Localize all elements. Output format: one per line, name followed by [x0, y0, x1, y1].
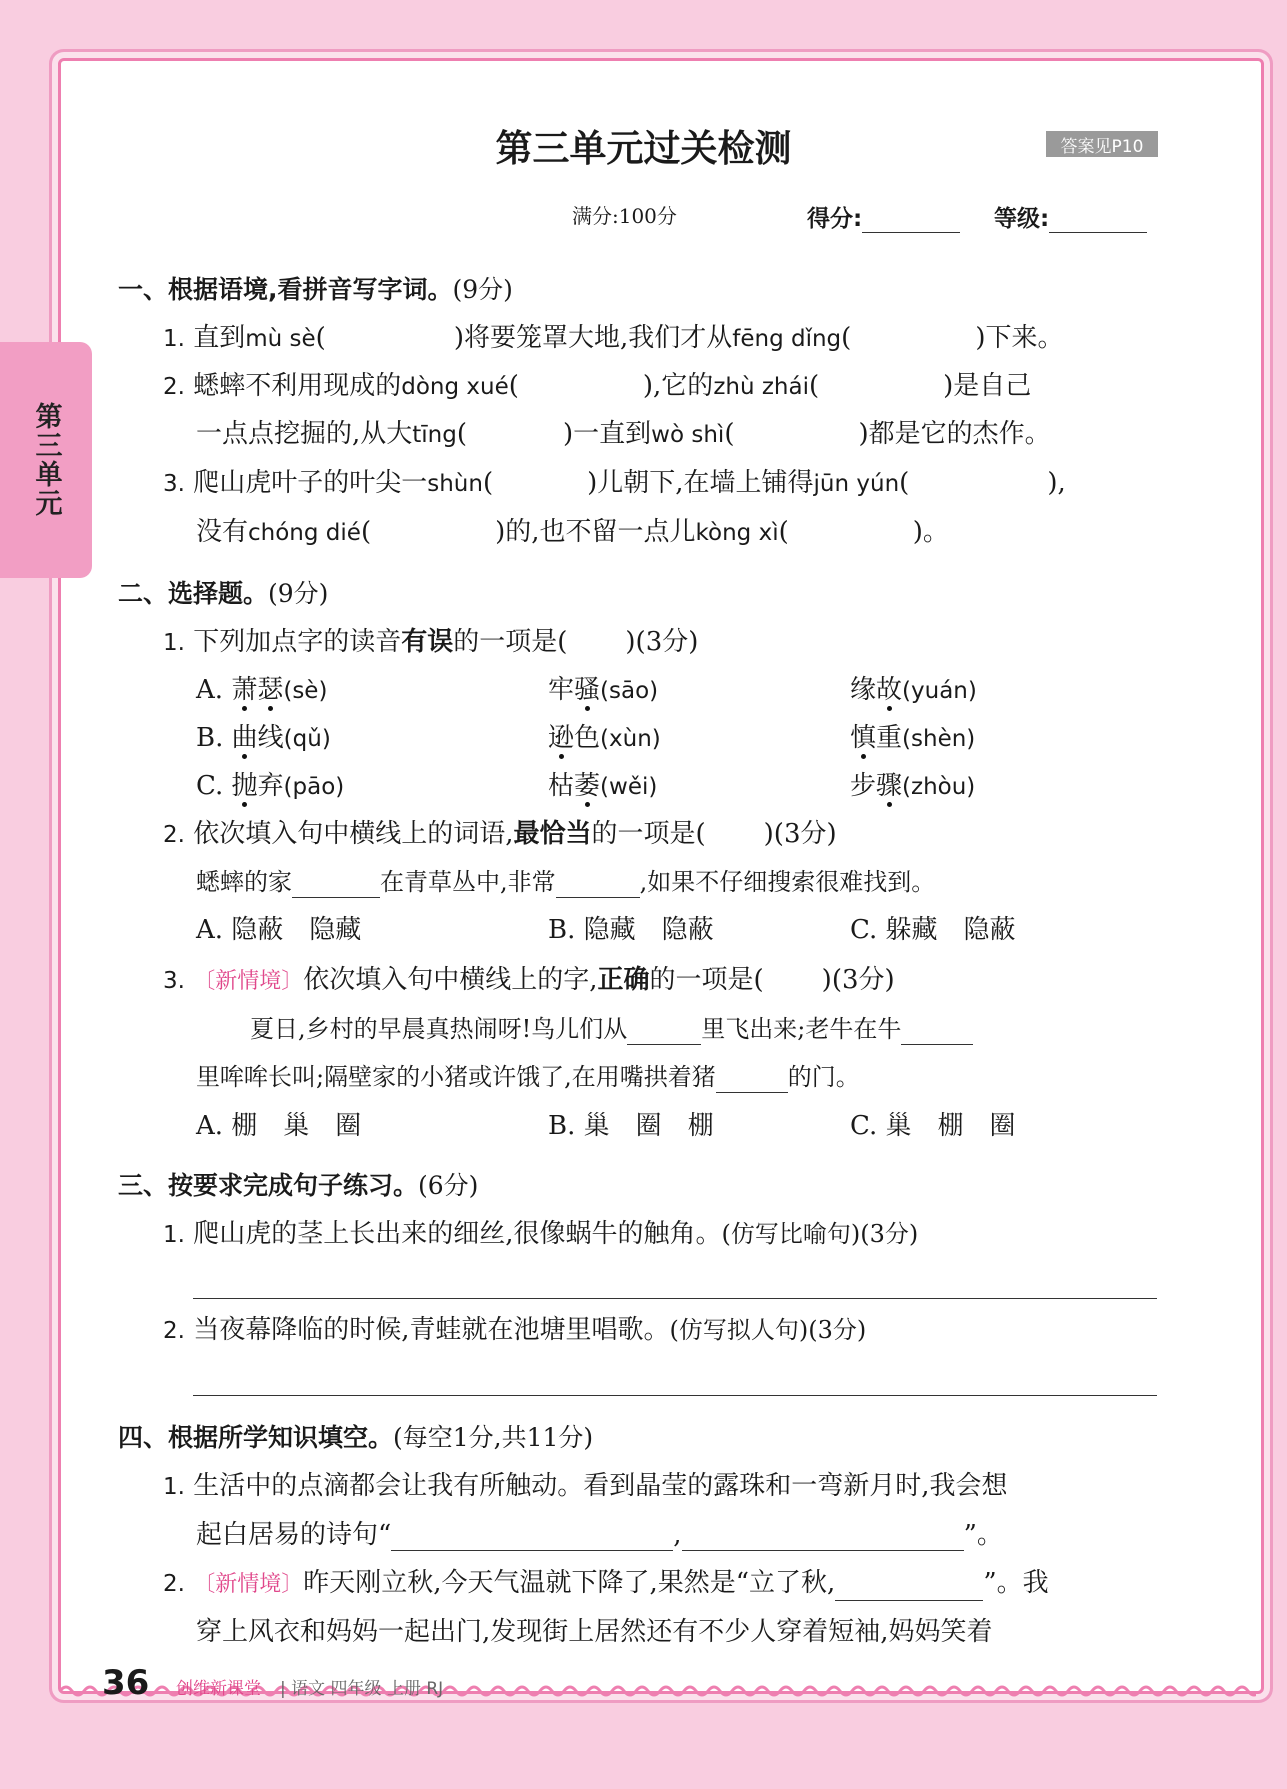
s1-question-2-cont: 一点点挖掘的,从大tīng( )一直到wò shì( )都是它的杰作。 — [196, 419, 1051, 449]
score-field: 得分: — [807, 200, 960, 233]
book-info: | 语文 四年级 上册 RJ — [280, 1679, 444, 1699]
s2-q3-option-b[interactable]: B. 巢 圈 棚 — [548, 1111, 714, 1141]
s3-question-2: 2. 当夜幕降临的时候,青蛙就在池塘里唱歌。(仿写拟人句)(3分) — [163, 1315, 867, 1345]
s1-question-1: 1. 直到mù sè( )将要笼罩大地,我们才从fēng dǐng( )下来。 — [163, 323, 1064, 353]
fill-blank[interactable] — [627, 1018, 701, 1045]
fill-blank[interactable] — [835, 1574, 983, 1601]
page-number: 36 — [102, 1663, 150, 1703]
s4-question-2: 2. 〔新情境〕昨天刚立秋,今天气温就下降了,果然是“立了秋, ”。我 — [163, 1567, 1049, 1601]
s2-q1-option-c-3: 步骤(zhòu) — [850, 771, 976, 801]
s1-question-2: 2. 蟋蟀不利用现成的dòng xué( ),它的zhù zhái( )是自己 — [163, 371, 1032, 401]
s4-question-1: 1. 生活中的点滴都会让我有所触动。看到晶莹的露珠和一弯新月时,我会想 — [163, 1471, 1008, 1501]
brand-name: 创维新课堂 — [176, 1679, 261, 1699]
s4-question-2-cont: 穿上风衣和妈妈一起出门,发现街上居然还有不少人穿着短袖,妈妈笑着 — [196, 1617, 993, 1647]
s2-q1-option-a-3: 缘故(yuán) — [850, 675, 977, 705]
s3-q1-answer-line[interactable] — [193, 1298, 1157, 1299]
score-blank[interactable] — [862, 212, 960, 233]
s2-question-3: 3. 〔新情境〕依次填入句中横线上的字,正确的一项是( )(3分) — [163, 965, 895, 995]
s2-q1-option-c-2: 枯萎(wěi) — [548, 771, 658, 801]
section-3-heading: 三、按要求完成句子练习。(6分) — [118, 1171, 479, 1200]
s2-q1-option-b-2: 逊色(xùn) — [548, 723, 661, 753]
s2-q2-option-a[interactable]: A. 隐蔽 隐藏 — [196, 915, 362, 945]
s2-q2-option-c[interactable]: C. 躲藏 隐蔽 — [850, 915, 1016, 945]
fill-blank[interactable] — [391, 1524, 673, 1551]
fill-blank[interactable] — [901, 1018, 973, 1045]
fill-blank[interactable] — [556, 871, 640, 898]
s2-q3-option-c[interactable]: C. 巢 棚 圈 — [850, 1111, 1016, 1141]
s2-q2-option-b[interactable]: B. 隐藏 隐蔽 — [548, 915, 714, 945]
s4-question-1-cont: 起白居易的诗句“ , ”。 — [196, 1520, 1003, 1550]
s3-question-1: 1. 爬山虎的茎上长出来的细丝,很像蜗牛的触角。(仿写比喻句)(3分) — [163, 1219, 919, 1249]
page-title: 第三单元过关检测 — [495, 127, 792, 170]
s2-q3-sentence-2: 里哞哞长叫;隔壁家的小猪或许饿了,在用嘴拱着猪 的门。 — [196, 1063, 860, 1091]
s2-q1-option-b-3: 慎重(shèn) — [850, 723, 976, 753]
fill-blank[interactable] — [292, 871, 380, 898]
s2-q3-sentence-1: 夏日,乡村的早晨真热闹呀!鸟儿们从 里飞出来;老牛在牛 — [250, 1013, 973, 1045]
s2-q2-sentence: 蟋蟀的家 在青草丛中,非常 ,如果不仔细搜索很难找到。 — [196, 868, 936, 896]
s3-q2-answer-line[interactable] — [193, 1395, 1157, 1396]
s2-q1-option-a-2: 牢骚(sāo) — [548, 675, 659, 705]
s2-q3-option-a[interactable]: A. 棚 巢 圈 — [196, 1111, 362, 1141]
section-2-heading: 二、选择题。(9分) — [118, 579, 329, 608]
s1-question-3: 3. 爬山虎叶子的叶尖一shùn( )儿朝下,在墙上铺得jūn yún( ), — [163, 468, 1066, 498]
s2-question-2: 2. 依次填入句中横线上的词语,最恰当的一项是( )(3分) — [163, 819, 837, 849]
section-4-heading: 四、根据所学知识填空。(每空1分,共11分) — [118, 1423, 594, 1452]
grade-field: 等级: — [994, 200, 1147, 233]
s1-question-3-cont: 没有chóng dié( )的,也不留一点儿kòng xì( )。 — [196, 517, 949, 547]
fill-blank[interactable] — [682, 1524, 964, 1551]
s2-question-1: 1. 下列加点字的读音有误的一项是( )(3分) — [163, 627, 699, 657]
full-score: 满分:100分 — [572, 204, 677, 228]
s2-q1-option-b[interactable]: B. 曲线(qǔ) — [196, 723, 331, 753]
s2-q1-option-c[interactable]: C. 抛弃(pāo) — [196, 771, 345, 801]
section-1-heading: 一、根据语境,看拼音写字词。(9分) — [118, 275, 513, 304]
answer-reference-badge: 答案见P10 — [1046, 131, 1158, 157]
unit-side-tab — [0, 342, 92, 578]
grade-blank[interactable] — [1049, 212, 1147, 233]
fill-blank[interactable] — [716, 1066, 788, 1093]
s2-q1-option-a[interactable]: A. 萧瑟(sè) — [196, 675, 328, 705]
unit-side-tab-label: 第三单元 — [30, 402, 62, 518]
